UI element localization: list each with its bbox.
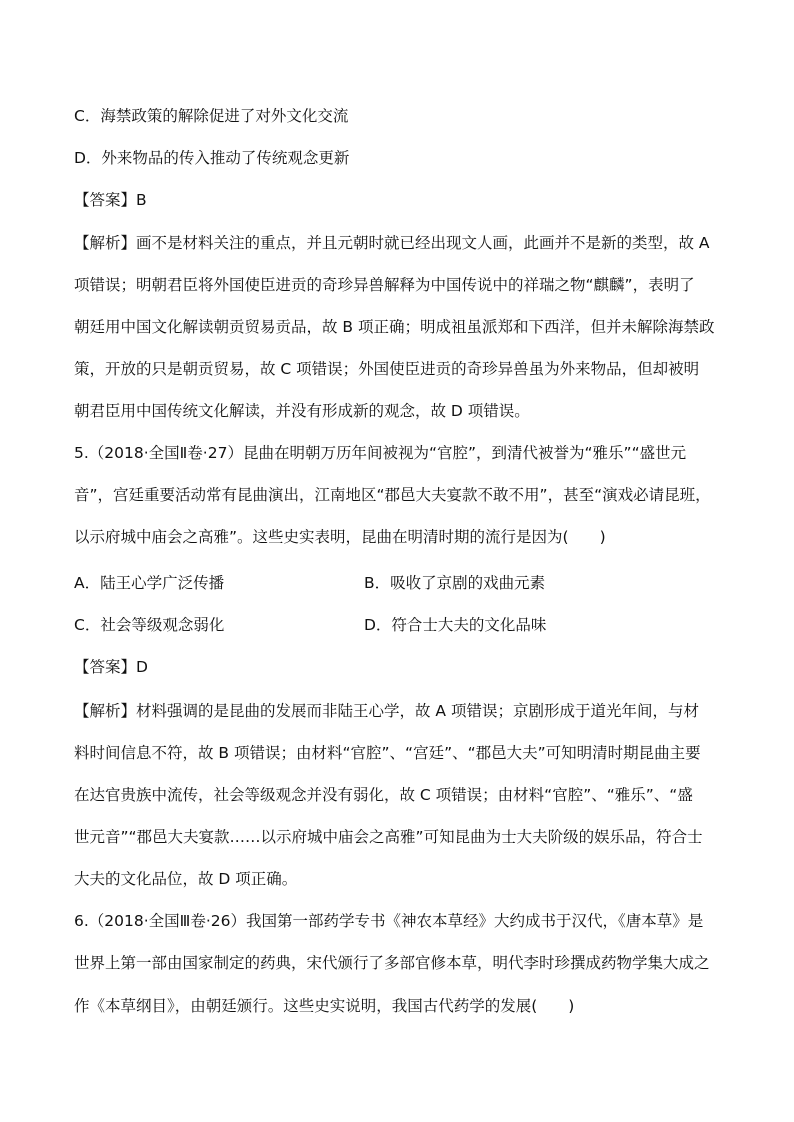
q5-analysis-line: 世元音”“郡邑大夫宴款……以示府城中庙会之高雅”可知昆曲为士大夫阶级的娱乐品，符合士 [74,828,703,846]
q5-analysis-line: 料时间信息不符，故 B 项错误；由材料“官腔”、“宫廷”、“郡邑大夫”可知明清时期昆曲主要 [74,744,701,762]
q4-answer: 【答案】B [74,191,147,209]
q4-analysis-line: 策，开放的只是朝贡贸易，故 C 项错误；外国使臣进贡的奇珍异兽虽为外来物品，但却被明 [74,360,700,378]
q4-analysis-line: 【解析】画不是材料关注的重点，并且元朝时就已经出现文人画，此画并不是新的类型，故 A [74,234,710,252]
q5-stem-line: 音”，宫廷重要活动常有昆曲演出，江南地区“郡邑大夫宴款不敢不用”，甚至“演戏必请昆班， [74,486,711,504]
q5-analysis-line: 大夫的文化品位，故 D 项正确。 [74,870,298,888]
q5-option-a: A．陆王心学广泛传播 [74,574,225,592]
q4-analysis-line: 朝廷用中国文化解读朝贡贸易贡品，故 B 项正确；明成祖虽派郑和下西洋，但并未解除海禁政 [74,318,715,336]
q5-answer: 【答案】D [74,658,148,676]
q6-stem-line: 6.（2018·全国Ⅲ卷·26）我国第一部药学专书《神农本草经》大约成书于汉代，《唐本草》是 [74,912,704,930]
q5-analysis-line: 在达官贵族中流传，社会等级观念并没有弱化，故 C 项错误；由材料“官腔”、“雅乐”、“盛 [74,786,693,804]
q5-option-b: B．吸收了京剧的戏曲元素 [364,574,546,592]
q4-analysis-line: 项错误；明朝君臣将外国使臣进贡的奇珍异兽解释为中国传说中的祥瑞之物“麒麟”，表明了 [74,276,695,294]
q5-option-d: D．符合士大夫的文化品味 [364,616,547,634]
q5-analysis-line: 【解析】材料强调的是昆曲的发展而非陆王心学，故 A 项错误；京剧形成于道光年间，与材 [74,702,699,720]
q5-stem-line: 以示府城中庙会之高雅”。这些史实表明，昆曲在明清时期的流行是因为( ) [74,528,606,546]
q4-option-d: D．外来物品的传入推动了传统观念更新 [74,149,350,167]
q5-option-c: C．社会等级观念弱化 [74,616,225,634]
q5-stem-line: 5.（2018·全国Ⅱ卷·27）昆曲在明朝万历年间被视为“官腔”，到清代被誉为“雅乐”“盛世元 [74,444,687,462]
q6-stem-line: 作《本草纲目》，由朝廷颁行。这些史实说明，我国古代药学的发展( ) [74,997,575,1015]
q4-analysis-line: 朝君臣用中国传统文化解读，并没有形成新的观念，故 D 项错误。 [74,402,530,420]
q4-option-c: C．海禁政策的解除促进了对外文化交流 [74,107,349,125]
q6-stem-line: 世界上第一部由国家制定的药典，宋代颁行了多部官修本草，明代李时珍撰成药物学集大成之 [74,954,710,972]
